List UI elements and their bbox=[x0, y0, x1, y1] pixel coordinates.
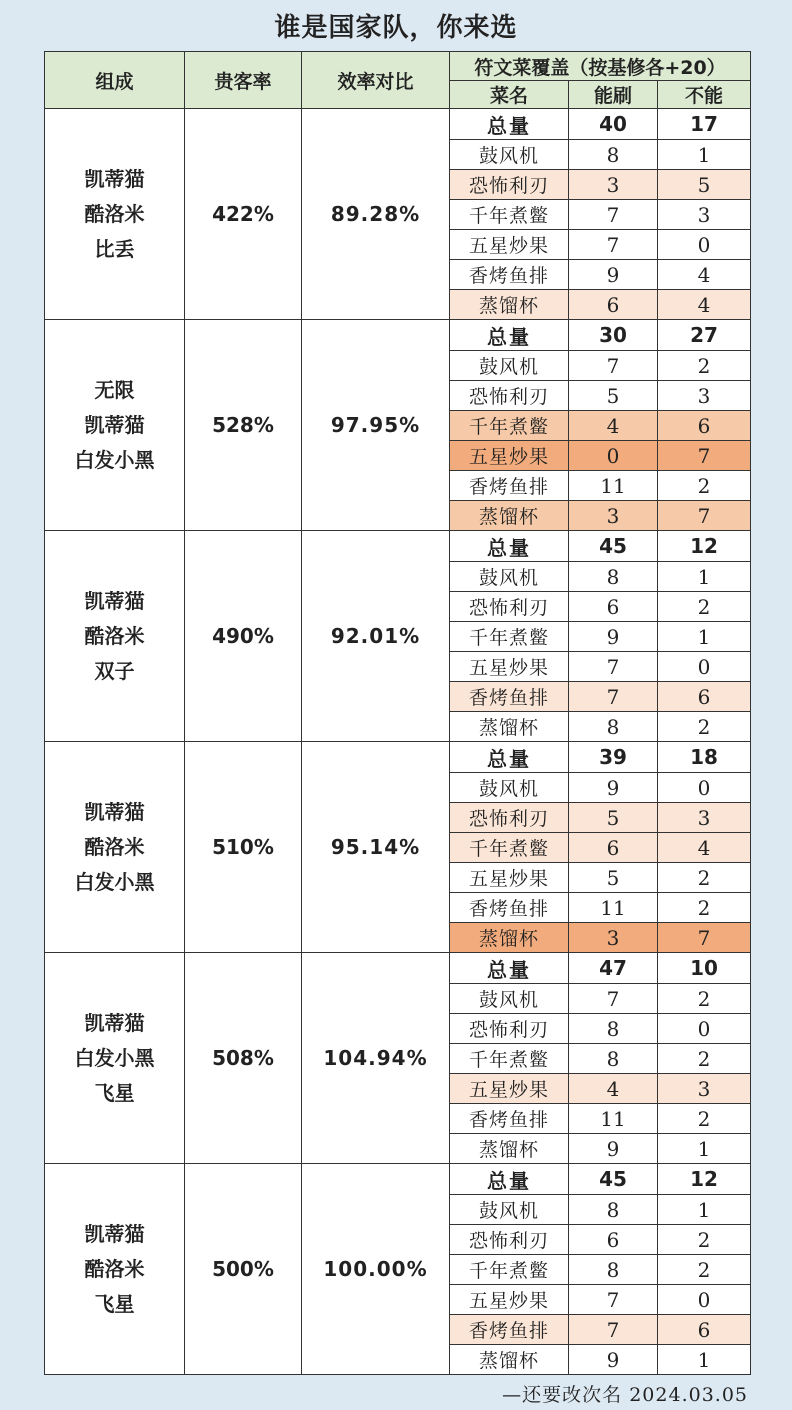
can-count-cell: 4 bbox=[569, 411, 658, 441]
can-count-cell: 8 bbox=[569, 1195, 658, 1225]
can-count-cell: 7 bbox=[569, 351, 658, 381]
can-count-cell: 5 bbox=[569, 863, 658, 893]
cannot-count-cell: 0 bbox=[658, 230, 751, 260]
combo-member: 凯蒂猫 bbox=[84, 1010, 145, 1035]
dish-name-cell: 鼓风机 bbox=[450, 351, 569, 381]
vip-rate-cell: 510% bbox=[185, 742, 302, 953]
total-row bbox=[45, 320, 751, 351]
table-body bbox=[45, 109, 751, 1375]
cannot-count-cell: 4 bbox=[658, 833, 751, 863]
dish-name-cell: 恐怖利刃 bbox=[450, 381, 569, 411]
can-count-cell: 8 bbox=[569, 1044, 658, 1074]
combo-member: 白发小黑 bbox=[74, 1045, 155, 1070]
header-coverage: 符文菜覆盖（按基修各+20） bbox=[450, 52, 751, 81]
cannot-count-cell: 2 bbox=[658, 1225, 751, 1255]
combo-cell bbox=[45, 320, 185, 531]
efficiency-cell: 95.14% bbox=[302, 742, 450, 953]
dish-name-cell: 千年煮鳖 bbox=[450, 411, 569, 441]
header-rate: 贵客率 bbox=[185, 52, 302, 109]
cannot-count-cell: 2 bbox=[658, 351, 751, 381]
can-count-cell: 11 bbox=[569, 471, 658, 501]
dish-name-cell: 五星炒果 bbox=[450, 863, 569, 893]
dish-name-cell: 蒸馏杯 bbox=[450, 1134, 569, 1164]
efficiency-cell: 92.01% bbox=[302, 531, 450, 742]
total-row bbox=[45, 531, 751, 562]
cannot-count-cell: 3 bbox=[658, 381, 751, 411]
efficiency-cell: 100.00% bbox=[302, 1164, 450, 1375]
cannot-count-cell: 1 bbox=[658, 1345, 751, 1375]
total-row bbox=[45, 953, 751, 984]
efficiency-cell: 97.95% bbox=[302, 320, 450, 531]
cannot-count-cell: 18 bbox=[658, 742, 751, 773]
can-count-cell: 8 bbox=[569, 712, 658, 742]
cannot-count-cell: 0 bbox=[658, 1285, 751, 1315]
combo-member: 双子 bbox=[94, 658, 135, 683]
cannot-count-cell: 3 bbox=[658, 200, 751, 230]
dish-name-cell: 总量 bbox=[450, 109, 569, 140]
can-count-cell: 9 bbox=[569, 1134, 658, 1164]
dish-name-cell: 五星炒果 bbox=[450, 230, 569, 260]
dish-name-cell: 千年煮鳖 bbox=[450, 833, 569, 863]
combo-member: 飞星 bbox=[94, 1291, 135, 1316]
combo-member: 飞星 bbox=[94, 1080, 135, 1105]
combo-member: 白发小黑 bbox=[74, 869, 155, 894]
can-count-cell: 40 bbox=[569, 109, 658, 140]
vip-rate-cell: 528% bbox=[185, 320, 302, 531]
vip-rate-cell: 422% bbox=[185, 109, 302, 320]
dish-name-cell: 总量 bbox=[450, 742, 569, 773]
cannot-count-cell: 1 bbox=[658, 562, 751, 592]
can-count-cell: 7 bbox=[569, 1315, 658, 1345]
total-row bbox=[45, 1164, 751, 1195]
can-count-cell: 9 bbox=[569, 622, 658, 652]
dish-name-cell: 蒸馏杯 bbox=[450, 290, 569, 320]
cannot-count-cell: 12 bbox=[658, 531, 751, 562]
cannot-count-cell: 2 bbox=[658, 1044, 751, 1074]
can-count-cell: 11 bbox=[569, 893, 658, 923]
combo-cell bbox=[45, 1164, 185, 1375]
cannot-count-cell: 27 bbox=[658, 320, 751, 351]
cannot-count-cell: 1 bbox=[658, 1134, 751, 1164]
dish-name-cell: 总量 bbox=[450, 531, 569, 562]
vip-rate-cell: 490% bbox=[185, 531, 302, 742]
combo-member: 比丢 bbox=[94, 236, 135, 261]
combo-member: 凯蒂猫 bbox=[84, 412, 145, 437]
can-count-cell: 3 bbox=[569, 923, 658, 953]
dish-name-cell: 千年煮鳖 bbox=[450, 622, 569, 652]
cannot-count-cell: 1 bbox=[658, 140, 751, 170]
can-count-cell: 6 bbox=[569, 1225, 658, 1255]
cannot-count-cell: 0 bbox=[658, 652, 751, 682]
dish-name-cell: 总量 bbox=[450, 953, 569, 984]
dish-name-cell: 恐怖利刃 bbox=[450, 1014, 569, 1044]
cannot-count-cell: 2 bbox=[658, 1255, 751, 1285]
cannot-count-cell: 2 bbox=[658, 1104, 751, 1134]
dish-name-cell: 总量 bbox=[450, 1164, 569, 1195]
can-count-cell: 45 bbox=[569, 531, 658, 562]
can-count-cell: 8 bbox=[569, 140, 658, 170]
cannot-count-cell: 6 bbox=[658, 682, 751, 712]
can-count-cell: 7 bbox=[569, 200, 658, 230]
cannot-count-cell: 6 bbox=[658, 411, 751, 441]
dish-name-cell: 五星炒果 bbox=[450, 1074, 569, 1104]
cannot-count-cell: 2 bbox=[658, 471, 751, 501]
can-count-cell: 30 bbox=[569, 320, 658, 351]
dish-name-cell: 千年煮鳖 bbox=[450, 1255, 569, 1285]
dish-name-cell: 蒸馏杯 bbox=[450, 923, 569, 953]
combo-member: 凯蒂猫 bbox=[84, 799, 145, 824]
dish-name-cell: 香烤鱼排 bbox=[450, 1315, 569, 1345]
total-row bbox=[45, 109, 751, 140]
dish-name-cell: 香烤鱼排 bbox=[450, 893, 569, 923]
combo-cell bbox=[45, 531, 185, 742]
cannot-count-cell: 3 bbox=[658, 803, 751, 833]
dish-name-cell: 五星炒果 bbox=[450, 1285, 569, 1315]
dish-name-cell: 香烤鱼排 bbox=[450, 471, 569, 501]
can-count-cell: 8 bbox=[569, 562, 658, 592]
dish-name-cell: 鼓风机 bbox=[450, 562, 569, 592]
can-count-cell: 6 bbox=[569, 833, 658, 863]
cannot-count-cell: 7 bbox=[658, 923, 751, 953]
can-count-cell: 7 bbox=[569, 682, 658, 712]
can-count-cell: 6 bbox=[569, 290, 658, 320]
header-dish: 菜名 bbox=[450, 81, 569, 109]
can-count-cell: 7 bbox=[569, 230, 658, 260]
can-count-cell: 8 bbox=[569, 1255, 658, 1285]
can-count-cell: 3 bbox=[569, 501, 658, 531]
dish-name-cell: 鼓风机 bbox=[450, 773, 569, 803]
can-count-cell: 47 bbox=[569, 953, 658, 984]
vip-rate-cell: 508% bbox=[185, 953, 302, 1164]
combo-cell bbox=[45, 953, 185, 1164]
header-can: 能刷 bbox=[569, 81, 658, 109]
vip-rate-cell: 500% bbox=[185, 1164, 302, 1375]
dish-name-cell: 恐怖利刃 bbox=[450, 592, 569, 622]
can-count-cell: 8 bbox=[569, 1014, 658, 1044]
combo-member: 酷洛米 bbox=[84, 201, 145, 226]
dish-name-cell: 恐怖利刃 bbox=[450, 1225, 569, 1255]
can-count-cell: 5 bbox=[569, 381, 658, 411]
cannot-count-cell: 7 bbox=[658, 441, 751, 471]
can-count-cell: 7 bbox=[569, 984, 658, 1014]
header-combo: 组成 bbox=[45, 52, 185, 109]
cannot-count-cell: 6 bbox=[658, 1315, 751, 1345]
can-count-cell: 5 bbox=[569, 803, 658, 833]
cannot-count-cell: 2 bbox=[658, 893, 751, 923]
combo-member: 无限 bbox=[94, 377, 135, 402]
header-cannot: 不能 bbox=[658, 81, 751, 109]
combo-cell bbox=[45, 742, 185, 953]
cannot-count-cell: 0 bbox=[658, 773, 751, 803]
cannot-count-cell: 17 bbox=[658, 109, 751, 140]
cannot-count-cell: 10 bbox=[658, 953, 751, 984]
dish-name-cell: 蒸馏杯 bbox=[450, 1345, 569, 1375]
combo-cell bbox=[45, 109, 185, 320]
cannot-count-cell: 1 bbox=[658, 622, 751, 652]
combo-member: 酷洛米 bbox=[84, 623, 145, 648]
dish-name-cell: 蒸馏杯 bbox=[450, 712, 569, 742]
cannot-count-cell: 2 bbox=[658, 592, 751, 622]
dish-name-cell: 恐怖利刃 bbox=[450, 170, 569, 200]
combo-member: 白发小黑 bbox=[74, 447, 155, 472]
combo-member: 凯蒂猫 bbox=[84, 588, 145, 613]
footer-signature: —还要改次名 2024.03.05 bbox=[502, 1384, 748, 1406]
dish-name-cell: 鼓风机 bbox=[450, 140, 569, 170]
can-count-cell: 7 bbox=[569, 652, 658, 682]
dish-name-cell: 鼓风机 bbox=[450, 1195, 569, 1225]
dish-name-cell: 香烤鱼排 bbox=[450, 682, 569, 712]
cannot-count-cell: 2 bbox=[658, 863, 751, 893]
can-count-cell: 9 bbox=[569, 260, 658, 290]
can-count-cell: 39 bbox=[569, 742, 658, 773]
header-efficiency: 效率对比 bbox=[302, 52, 450, 109]
can-count-cell: 9 bbox=[569, 773, 658, 803]
comparison-table bbox=[44, 51, 751, 1375]
combo-member: 酷洛米 bbox=[84, 1256, 145, 1281]
cannot-count-cell: 4 bbox=[658, 290, 751, 320]
cannot-count-cell: 3 bbox=[658, 1074, 751, 1104]
cannot-count-cell: 2 bbox=[658, 984, 751, 1014]
cannot-count-cell: 5 bbox=[658, 170, 751, 200]
cannot-count-cell: 12 bbox=[658, 1164, 751, 1195]
dish-name-cell: 鼓风机 bbox=[450, 984, 569, 1014]
dish-name-cell: 恐怖利刃 bbox=[450, 803, 569, 833]
efficiency-cell: 104.94% bbox=[302, 953, 450, 1164]
dish-name-cell: 五星炒果 bbox=[450, 441, 569, 471]
cannot-count-cell: 1 bbox=[658, 1195, 751, 1225]
can-count-cell: 7 bbox=[569, 1285, 658, 1315]
cannot-count-cell: 0 bbox=[658, 1014, 751, 1044]
combo-member: 凯蒂猫 bbox=[84, 1221, 145, 1246]
dish-name-cell: 总量 bbox=[450, 320, 569, 351]
can-count-cell: 6 bbox=[569, 592, 658, 622]
can-count-cell: 0 bbox=[569, 441, 658, 471]
dish-name-cell: 五星炒果 bbox=[450, 652, 569, 682]
dish-name-cell: 蒸馏杯 bbox=[450, 501, 569, 531]
dish-name-cell: 千年煮鳖 bbox=[450, 200, 569, 230]
cannot-count-cell: 4 bbox=[658, 260, 751, 290]
cannot-count-cell: 2 bbox=[658, 712, 751, 742]
page-title: 谁是国家队，你来选 bbox=[274, 13, 518, 43]
cannot-count-cell: 7 bbox=[658, 501, 751, 531]
dish-name-cell: 香烤鱼排 bbox=[450, 260, 569, 290]
can-count-cell: 45 bbox=[569, 1164, 658, 1195]
efficiency-cell: 89.28% bbox=[302, 109, 450, 320]
can-count-cell: 3 bbox=[569, 170, 658, 200]
dish-name-cell: 香烤鱼排 bbox=[450, 1104, 569, 1134]
combo-member: 酷洛米 bbox=[84, 834, 145, 859]
can-count-cell: 9 bbox=[569, 1345, 658, 1375]
total-row bbox=[45, 742, 751, 773]
combo-member: 凯蒂猫 bbox=[84, 166, 145, 191]
can-count-cell: 11 bbox=[569, 1104, 658, 1134]
can-count-cell: 4 bbox=[569, 1074, 658, 1104]
dish-name-cell: 千年煮鳖 bbox=[450, 1044, 569, 1074]
